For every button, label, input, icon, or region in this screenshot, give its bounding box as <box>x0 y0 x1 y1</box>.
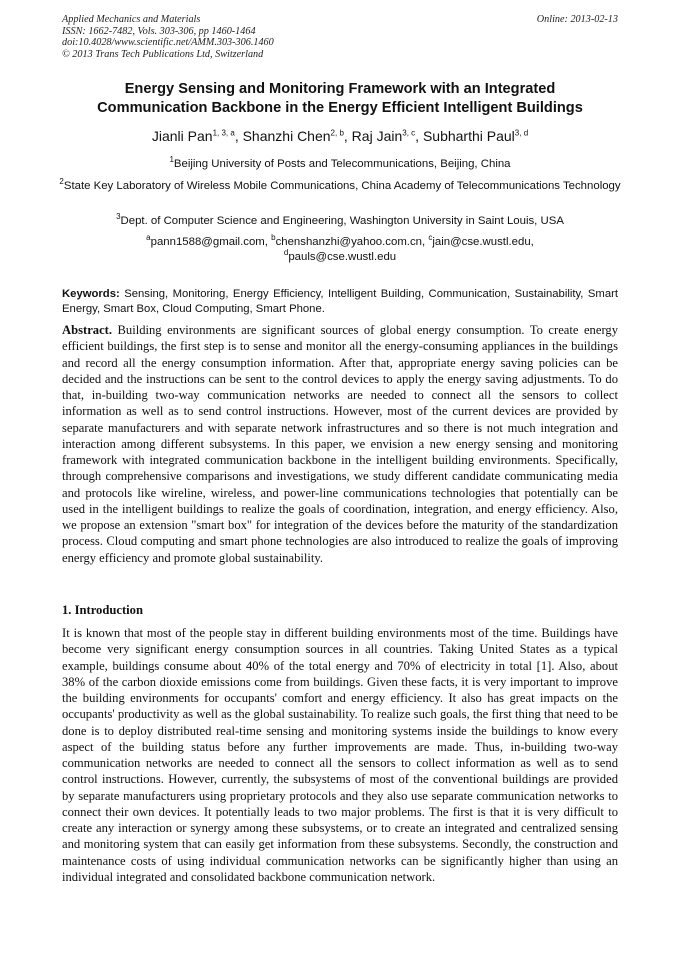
paper-title <box>62 80 618 118</box>
author-emails <box>62 235 618 264</box>
abstract <box>62 322 618 566</box>
keywords-text: Sensing, Monitoring, Energy Efficiency, Intelligent Building, Communication, Sustainability, Smart Energy, Smart Box, Cloud Computing, Smart Phone. <box>62 288 619 315</box>
email-line-2 <box>62 247 618 265</box>
author-name: Subharthi Paul <box>422 128 515 144</box>
journal-copyright: © 2013 Trans Tech Publications Ltd, Switzerland <box>62 48 264 60</box>
affiliation-1 <box>58 157 622 171</box>
email-link[interactable]: pauls@cse.wustl.edu <box>288 250 397 263</box>
email-sup: a <box>146 233 151 243</box>
abstract-label: Abstract. <box>62 323 113 337</box>
email-link[interactable]: jain@cse.wustl.edu, <box>432 236 534 248</box>
affiliation-text: Beijing University of Posts and Telecommunications, Beijing, China <box>173 158 511 170</box>
email-sup: d <box>283 247 289 257</box>
author-list: Jianli Pan$^{1, 3, a}$, Shanzhi Chen$^{2, b}$, Raj Jain$^{3, c}$, Subharthi Paul$^{3, d}$ <box>151 128 529 144</box>
section-heading-introduction: 1. Introduction <box>62 603 143 617</box>
affiliation-2 <box>58 179 622 193</box>
affiliation-sup: 3 <box>116 212 121 222</box>
journal-issn: ISSN: 1662-7482, Vols. 303-306, pp 1460-1464 <box>62 25 256 37</box>
keywords <box>62 287 618 316</box>
email-link[interactable]: pann1588@gmail.com, <box>150 236 268 248</box>
email-sup: c <box>428 233 433 243</box>
affiliation-text: Dept. of Computer Science and Engineering, Washington University in Saint Louis, USA <box>120 215 564 227</box>
affiliation-3 <box>58 214 622 228</box>
affiliation-text: State Key Laboratory of Wireless Mobile Communications, China Academy of Telecommunications Technology <box>63 180 621 192</box>
author-name: Shanzhi Chen <box>242 128 331 144</box>
email-sup: b <box>271 233 276 243</box>
author-sup: 3, d <box>514 128 529 138</box>
author-sup: 2, b <box>330 128 344 138</box>
abstract-text: Building environments are significant sources of global energy consumption. To create energy efficient buildings, the first step is to sense and monitor all the energy-consuming appliances in the buildings and record all the energy consumption information. After that, appropriate energy saving policies can be decided and the instructions can be sent to the control devices to apply the energy saving adjustments. To do that, in-building two-way communication networks are needed to connect all the sensors to collect information as well as to send control instructions. However, most of the current devices are provided by separate manufacturers and with separate network infrastructures and so there is not much integration and interaction among different subsystems. In this paper, we envision a new energy sensing and monitoring framework with integrated communication backbone in the intelligent building environments. Specifically, through comprehensive comparisons and investigations, we study different candidate communicating media and protocols like wireline, wireless, and power-line communications technologies that potentially can be used in the intelligent buildings to realize the goals of coordination, integration, and energy efficiency. Also, we propose an extension "smart box" for integration of the devices before the maturity of the standardization process. Cloud computing and smart phone technologies are also introduced to realize the goals of improving energy efficiency and promote global sustainability. <box>62 323 619 565</box>
online-date: Online: 2013-02-13 <box>536 14 618 25</box>
journal-name: Applied Mechanics and Materials <box>62 14 201 25</box>
author-sup: 3, c <box>402 128 416 138</box>
journal-header <box>62 14 618 60</box>
keywords-label: Keywords: <box>62 288 120 300</box>
author-name: Jianli Pan <box>151 128 213 144</box>
email-line-1 <box>62 235 618 250</box>
paper-title-line-1: Energy Sensing and Monitoring Framework with an Integrated <box>124 81 556 97</box>
email-link[interactable]: chenshanzhi@yahoo.com.cn, <box>275 236 426 248</box>
introduction-paragraph: It is known that most of the people stay in different building environments most of the time. Buildings have become very significant energy consumption sources in all countries. Taking United States as a typical example, buildings consume about 40% of the total energy and 70% of electricity in total [1]. Also, about 38% of the carbon dioxide emissions come from buildings. Given these facts, it is very important to improve the building environments for occupants' comfort and energy efficiency. It also has great impacts on the occupants' productivity as well as the global sustainability. To realize such goals, the first thing that need to be done is to deploy distributed real-time sensing and monitoring systems inside the buildings to know every aspect of the building status before any further improvements are made. Thus, in-building two-way communication networks are needed to connect all the sensors to collect information as well as to send control instructions. However, currently, the subsystems of most of the conventional buildings are provided by separate manufacturers using proprietary protocols and they also use separate communication networks to connect their own devices. It potentially leads to two major problems. The first is that it is very difficult to create any interaction or synergy among these subsystems, or to create an integrated and centralized sensing and monitoring system that can easily get information from these subsystems. Secondly, the construction and maintenance costs of using individual communication networks can be significantly higher than using an individual integrated and consolidated backbone communication network. <box>62 626 618 884</box>
author-name: Raj Jain <box>351 128 403 144</box>
paper-title-line-2: Communication Backbone in the Energy Efficient Intelligent Buildings <box>97 100 583 116</box>
affiliation-sup: 1 <box>169 155 174 165</box>
author-sup: 1, 3, a <box>212 128 235 138</box>
journal-doi[interactable]: doi:10.4028/www.scientific.net/AMM.303-306.1460 <box>62 37 274 49</box>
affiliation-sup: 2 <box>59 177 64 187</box>
